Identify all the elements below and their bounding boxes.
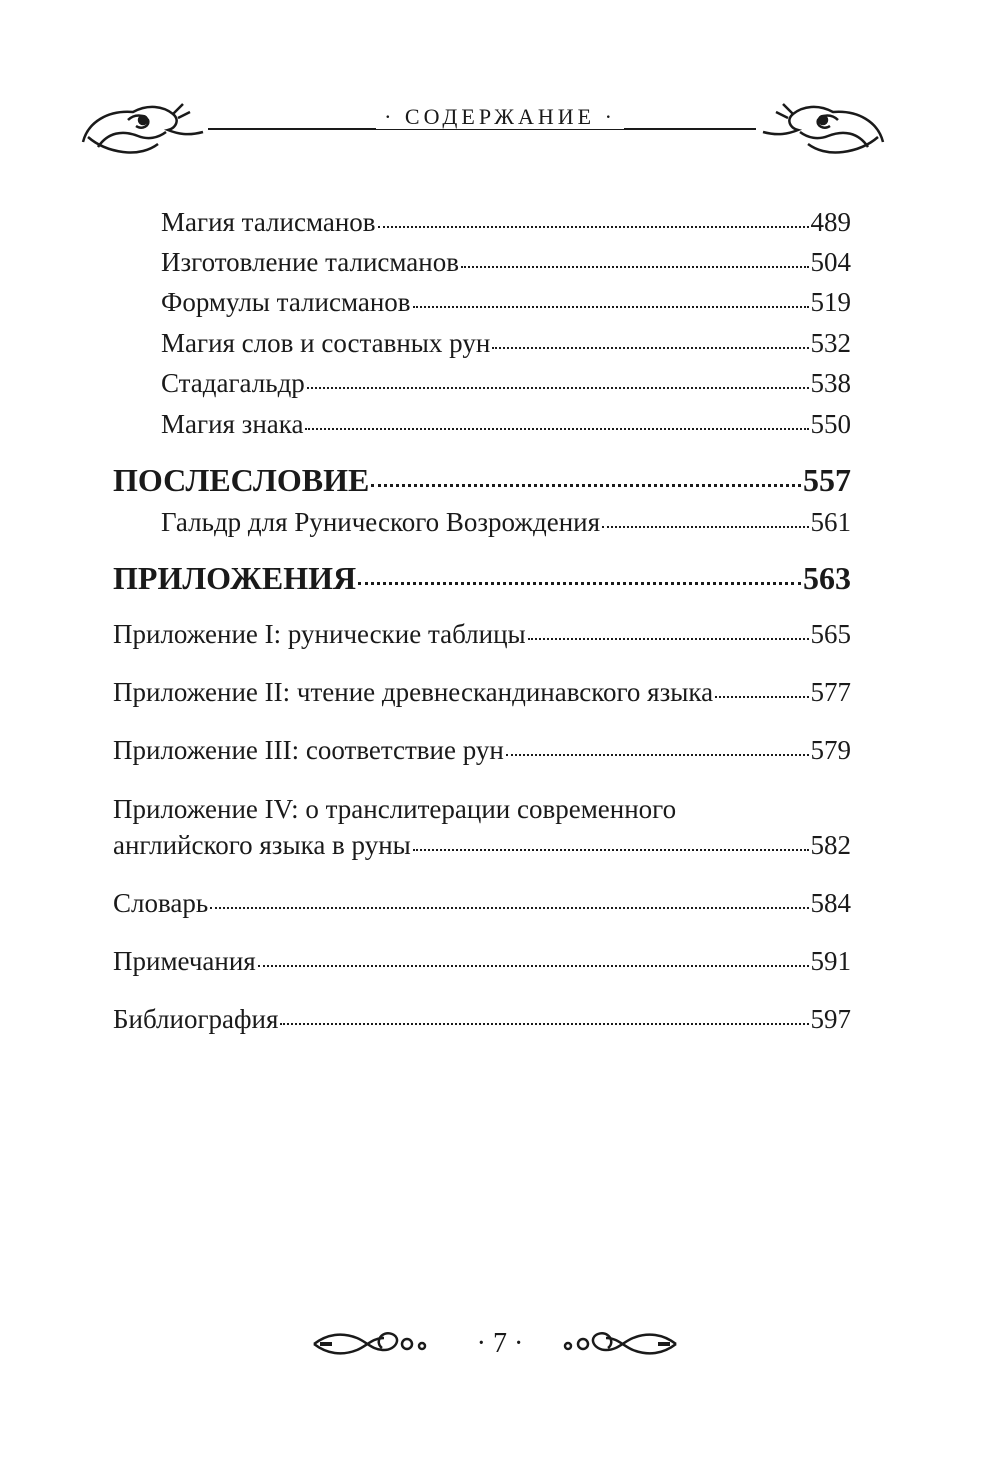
toc-entry-label: Приложение I: рунические таблицы xyxy=(113,619,526,649)
toc-entry[interactable] xyxy=(113,944,851,978)
dot-leader xyxy=(378,226,809,228)
toc-entry-label: Приложение III: соответствие рун xyxy=(113,735,504,765)
dot-leader xyxy=(492,347,808,349)
toc-entry-page: 565 xyxy=(810,619,851,649)
toc-entry-page: 532 xyxy=(810,328,851,358)
dot-leader xyxy=(280,1023,808,1025)
toc-entry-page: 582 xyxy=(810,830,851,860)
toc-entry[interactable] xyxy=(161,245,851,279)
toc-entry-label: ПРИЛОЖЕНИЯ xyxy=(113,560,357,596)
toc-entry-label-line1: Приложение IV: о транслитерации современного xyxy=(113,794,677,824)
toc-section-afterword[interactable] xyxy=(113,460,851,500)
toc-entry[interactable] xyxy=(161,407,851,441)
toc-entry-page: 579 xyxy=(810,735,851,765)
toc-entry-label: Приложение II: чтение древнескандинавского языка xyxy=(113,677,714,707)
toc-entry[interactable] xyxy=(161,326,851,360)
toc-entry-page: 557 xyxy=(803,462,851,498)
toc-entry[interactable] xyxy=(113,886,851,920)
toc-entry-page: 489 xyxy=(810,207,851,237)
dot-leader xyxy=(528,638,809,640)
dot-leader xyxy=(307,387,809,389)
toc-entry[interactable] xyxy=(161,285,851,319)
toc-entry-page: 563 xyxy=(803,560,851,596)
dot-leader xyxy=(602,526,808,528)
toc-entry-label: Гальдр для Рунического Возрождения xyxy=(161,507,601,537)
knot-ornament-icon xyxy=(548,1324,678,1364)
toc-entry-label: Стадагальдр xyxy=(161,368,305,398)
toc-entry-label: Словарь xyxy=(113,888,209,918)
toc-entry[interactable] xyxy=(113,1002,851,1036)
toc-section-appendices[interactable] xyxy=(113,558,851,598)
dot-leader xyxy=(305,428,808,430)
toc-entry-label: Библиография xyxy=(113,1004,279,1034)
toc-entry-label: английского языка в руны xyxy=(113,830,411,860)
toc-entry-page: 597 xyxy=(810,1004,851,1034)
toc-entry[interactable] xyxy=(161,366,851,400)
toc-entry[interactable] xyxy=(113,675,851,709)
toc-entry[interactable] xyxy=(161,205,851,239)
toc-entry[interactable] xyxy=(113,828,851,862)
toc-entry-label: Магия талисманов xyxy=(161,207,376,237)
dot-leader xyxy=(461,266,809,268)
toc-entry-page: 538 xyxy=(810,368,851,398)
dot-leader xyxy=(506,754,809,756)
dot-leader xyxy=(371,484,801,487)
dot-leader xyxy=(358,582,801,585)
toc-entry-page: 550 xyxy=(810,409,851,439)
toc-entry-label: Магия знака xyxy=(161,409,304,439)
page-title: · СОДЕРЖАНИЕ · xyxy=(0,104,1000,130)
toc-entry-label: Примечания xyxy=(113,946,256,976)
toc-entry-page: 577 xyxy=(810,677,851,707)
toc-entry-page: 504 xyxy=(810,247,851,277)
toc-entry[interactable] xyxy=(161,505,851,539)
toc-entry-page: 561 xyxy=(810,507,851,537)
dot-leader xyxy=(210,907,808,909)
toc-entry[interactable] xyxy=(113,617,851,651)
page-number: · 7 · xyxy=(476,1328,524,1359)
dragon-head-ornament-icon xyxy=(758,92,888,162)
page-footer xyxy=(0,1310,1000,1380)
dot-leader xyxy=(413,306,809,308)
toc-entry-label: ПОСЛЕСЛОВИЕ xyxy=(113,462,370,498)
toc-entry-page: 519 xyxy=(810,287,851,317)
toc-entry-label: Формулы талисманов xyxy=(161,287,411,317)
toc-entry-page: 591 xyxy=(810,946,851,976)
dot-leader xyxy=(413,849,809,851)
page-header xyxy=(0,70,1000,170)
knot-ornament-icon xyxy=(312,1324,442,1364)
dot-leader xyxy=(258,965,809,967)
toc-entry[interactable] xyxy=(113,733,851,767)
toc-entry-page: 584 xyxy=(810,888,851,918)
dot-leader xyxy=(715,696,808,698)
toc-entry-label: Магия слов и составных рун xyxy=(161,328,491,358)
toc-entry-label: Изготовление талисманов xyxy=(161,247,459,277)
